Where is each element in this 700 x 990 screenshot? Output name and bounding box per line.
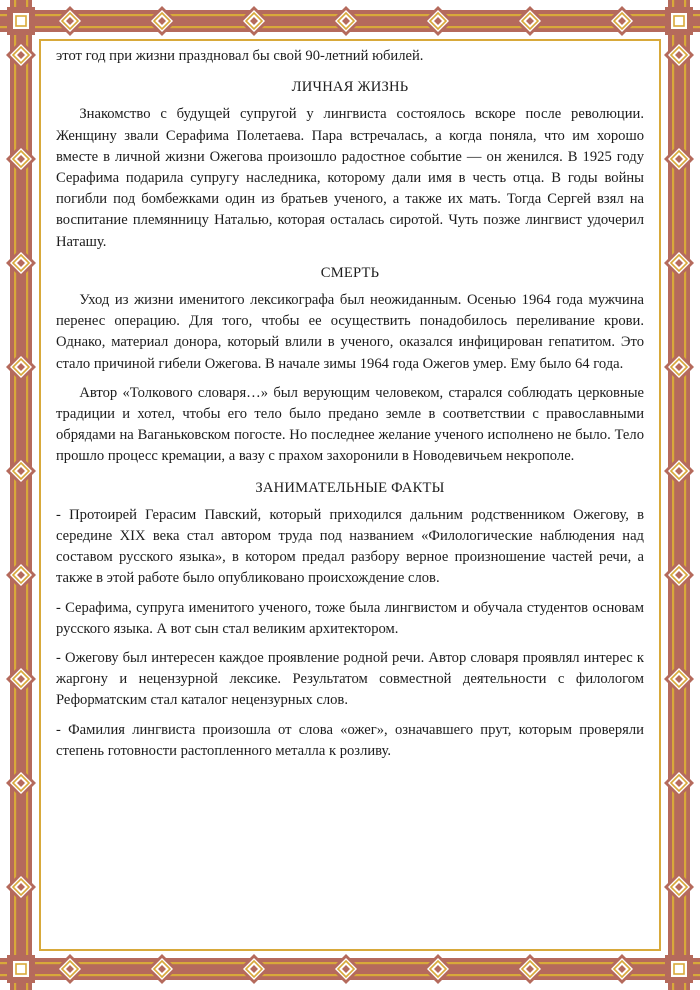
paragraph-death-1: Уход из жизни именитого лексикографа был неожиданным. Осенью 1964 года мужчина перенес операцию. Для того, чтобы ее осуществить понадобилось переливание крови. Однако, материал донора, который влили в ученого, оказался инфицирован гепатитом. Это стало причиной гибели Ожегова. В начале зимы 1964 года Ожегов умер. Ему было 64 года. [56, 292, 644, 372]
section-heading-facts: ЗАНИМАТЕЛЬНЫЕ ФАКТЫ [255, 479, 445, 496]
intro-line: этот год при жизни праздновал бы свой 90-летний юбилей. [56, 48, 424, 64]
fact-item-4: - Фамилия лингвиста произошла от слова «ожег», означавшего прут, которым проверяли степень готовности растопленного металла к розливу. [56, 721, 644, 759]
fact-item-3: - Ожегову был интересен каждое проявление родной речи. Автор словаря проявлял интерес к жаргону и нецензурной лексике. Результатом совместной деятельности с филологом Реформатским стал каталог нецензурных слов. [56, 650, 644, 709]
fact-item-1: - Протоирей Герасим Павский, который приходился дальним родственником Ожегову, в середине XIX века стал автором труда под названием «Филологические наблюдения над составом русского языка», в котором предал разбору верное произношение частей речи, а также в этой работе было опубликовано происхождение слов. [56, 506, 644, 587]
article-body [56, 46, 644, 762]
paragraph-personal-life: Знакомство с будущей супругой у лингвиста состоялось вскоре после революции. Женщину звали Серафима Полетаева. Пара встречалась, а когда поняла, что им хорошо вместе в личной жизни Ожегова произошло радостное событие — он женился. В 1925 году Серафима подарила супругу наследника, которому дали имя в честь отца. В годы войны погибли под бомбежками один из братьев ученого, а также их мать. Тогда Сергей взял на воспитание племянницу Наталью, которая осталась сиротой. Чуть позже лингвист удочерил Наташу. [56, 106, 644, 250]
section-heading-death: СМЕРТЬ [320, 264, 380, 281]
paragraph-death-2: Автор «Толкового словаря…» был верующим человеком, старался соблюдать церковные традиции и хотел, чтобы его тело было предано земле в соответствии с православными обрядами на Ваганьковском погосте. Но последнее желание ученого исполнено не было. Тело прошло процесс кремации, а вазу с прахом захоронили в Новодевичьем некрополе. [56, 384, 644, 465]
fact-item-2: - Серафима, супруга именитого ученого, тоже была лингвистом и обучала студентов основам русского языка. А вот сын стал великим архитектором. [56, 599, 644, 637]
section-heading-personal-life: ЛИЧНАЯ ЖИЗНЬ [291, 79, 409, 96]
